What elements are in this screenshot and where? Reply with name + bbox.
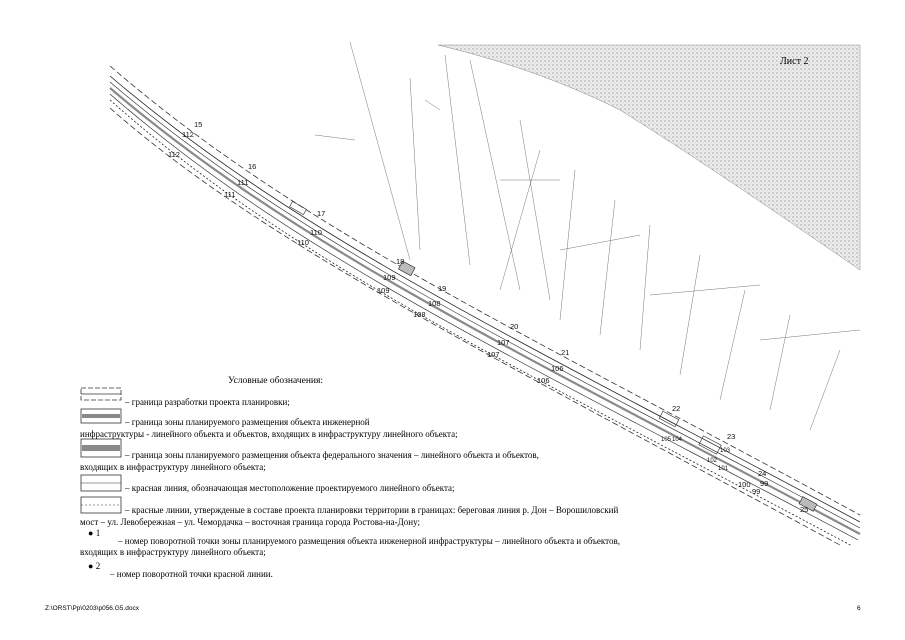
legend-marker-number: 2 xyxy=(95,561,101,571)
svg-text:105: 105 xyxy=(661,437,672,443)
svg-text:16: 16 xyxy=(248,162,257,171)
svg-text:21: 21 xyxy=(561,348,570,357)
svg-text:106: 106 xyxy=(551,364,564,373)
legend-item-engineering-zone xyxy=(125,417,370,428)
legend-item-engineering-zone-cont xyxy=(80,429,458,440)
legend-symbol-red-line xyxy=(80,474,122,492)
svg-text:107: 107 xyxy=(487,350,500,359)
legend-marker-1 xyxy=(88,528,100,539)
legend-item-development-boundary xyxy=(125,397,290,408)
legend-item-text: – красная линия, обозначающая местоположение проектируемого линейного объекта; xyxy=(125,483,455,493)
svg-text:109: 109 xyxy=(377,286,390,295)
svg-text:24: 24 xyxy=(758,469,767,478)
legend-item-engineering-point xyxy=(118,536,620,547)
legend-item-approved-red-lines xyxy=(125,505,618,516)
legend-symbol-federal-zone xyxy=(80,438,122,458)
legend-item-text: – номер поворотной точки зоны планируемого размещения объекта инженерной инфраструктуры – линейного объекта и объектов, xyxy=(118,536,620,546)
page-number: 6 xyxy=(857,605,861,612)
legend-item-text: входящих в инфраструктуру линейного объекта; xyxy=(80,462,266,472)
svg-text:20: 20 xyxy=(510,322,519,331)
legend-item-text: – красные линии, утвержденые в составе проекта планировки территории в границах: береговая линия р. Дон – Ворошиловский xyxy=(125,505,619,515)
legend-title: Условные обозначения: xyxy=(228,376,324,386)
legend-item-red-line-point xyxy=(110,569,273,580)
bullet-icon: ● xyxy=(88,561,94,571)
svg-text:106: 106 xyxy=(537,376,550,385)
legend-item-text: – граница разработки проекта планировки; xyxy=(125,397,290,407)
legend-symbol-approved-red-lines xyxy=(80,496,122,514)
svg-text:23: 23 xyxy=(727,432,736,441)
legend-item-text: мост – ул. Левобережная – ул. Чемордачка – восточная граница города Ростова-на-Дону; xyxy=(80,517,420,527)
svg-text:17: 17 xyxy=(317,209,326,218)
svg-text:111: 111 xyxy=(237,178,249,187)
legend-item-text: – граница зоны планируемого размещения объекта инженерной xyxy=(125,417,370,427)
svg-text:102: 102 xyxy=(707,458,718,464)
legend-item-text: входящих в инфраструктуру линейного объекта; xyxy=(80,547,266,557)
svg-text:109: 109 xyxy=(383,273,396,282)
legend-item-red-line xyxy=(125,483,455,494)
svg-text:100: 100 xyxy=(738,480,751,489)
legend-item-federal-zone xyxy=(125,450,539,461)
svg-text:101: 101 xyxy=(718,466,729,472)
svg-text:110: 110 xyxy=(310,228,322,237)
legend-item-engineering-point-cont xyxy=(80,547,266,558)
svg-text:104: 104 xyxy=(672,437,683,443)
svg-text:107: 107 xyxy=(497,338,510,347)
legend-item-text: – граница зоны планируемого размещения объекта федерального значения – линейного объекта и объектов, xyxy=(125,450,539,460)
legend-symbol-engineering-zone xyxy=(80,408,122,424)
svg-text:15: 15 xyxy=(194,120,203,129)
svg-text:18: 18 xyxy=(396,257,405,266)
legend-symbol-development-boundary xyxy=(80,387,122,401)
legend-item-approved-red-lines-cont xyxy=(80,517,420,528)
legend-marker-number: 1 xyxy=(95,528,101,538)
bullet-icon: ● xyxy=(88,528,94,538)
svg-text:108: 108 xyxy=(413,310,426,319)
legend-item-federal-zone-cont xyxy=(80,462,266,473)
svg-text:25: 25 xyxy=(800,505,809,514)
svg-text:19: 19 xyxy=(438,284,447,293)
svg-text:111: 111 xyxy=(224,190,236,199)
legend-item-text: инфраструктуры - линейного объекта и объектов, входящих в инфраструктуру линейного объекта; xyxy=(80,429,458,439)
svg-text:112: 112 xyxy=(182,130,194,139)
sheet-number-label: Лист 2 xyxy=(780,56,809,67)
file-path: Z:\ORST\Pp\0203\p056.G5.docx xyxy=(45,605,139,612)
legend-marker-2 xyxy=(88,561,100,572)
svg-text:110: 110 xyxy=(297,238,309,247)
svg-text:103: 103 xyxy=(720,448,731,454)
svg-text:108: 108 xyxy=(428,299,441,308)
legend-item-text: – номер поворотной точки красной линии. xyxy=(110,569,273,579)
svg-text:99: 99 xyxy=(760,479,769,488)
svg-text:112: 112 xyxy=(168,150,180,159)
svg-text:99: 99 xyxy=(752,487,761,496)
svg-text:22: 22 xyxy=(672,404,681,413)
